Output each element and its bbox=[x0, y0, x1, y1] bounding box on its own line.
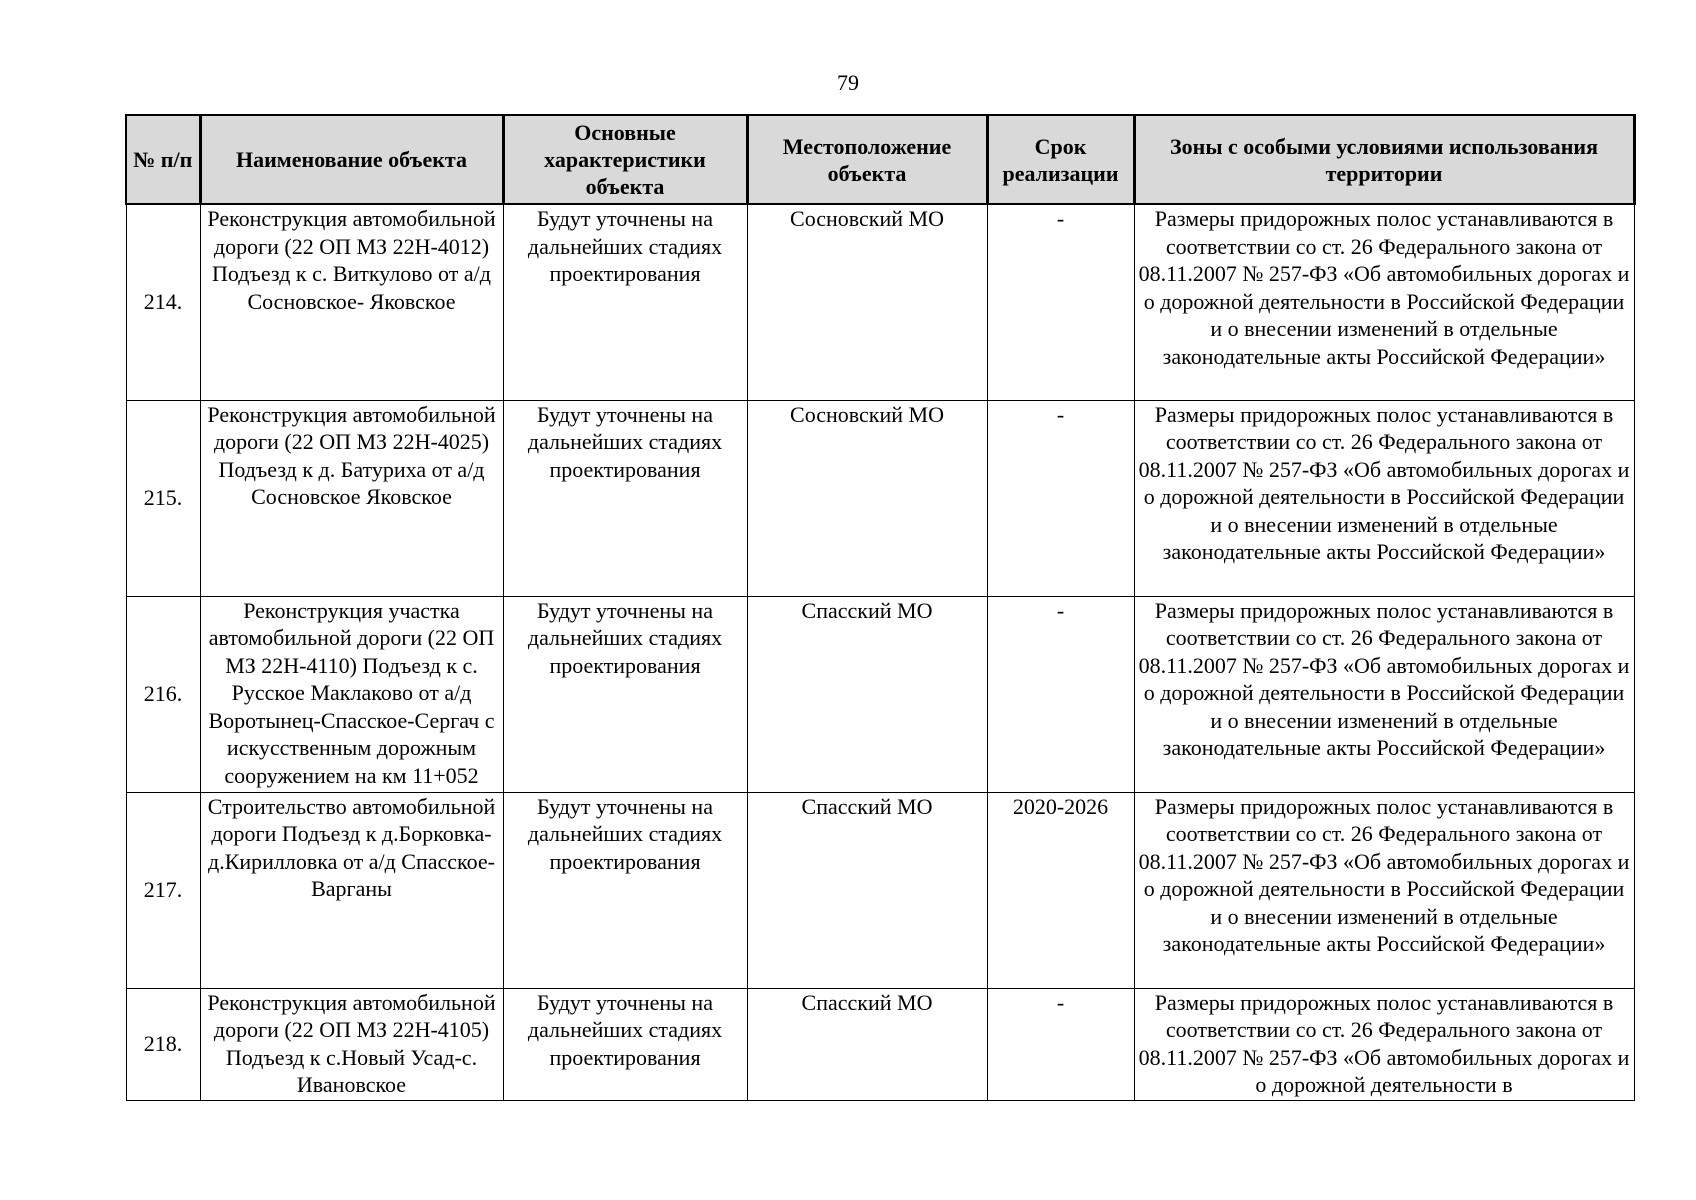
table-row bbox=[126, 792, 1634, 988]
characteristics-cell: Будут уточнены на дальнейших стадиях проектирования bbox=[503, 792, 747, 988]
table-row bbox=[126, 204, 1634, 400]
object-name-cell: Строительство автомобильной дороги Подъезд к д.Борковка-д.Кирилловка от а/д Спасское-Варганы bbox=[200, 792, 503, 988]
header-number: № п/п bbox=[126, 115, 200, 204]
header-zones: Зоны с особыми условиями использования территории bbox=[1134, 115, 1634, 204]
location-cell: Спасский МО bbox=[747, 596, 987, 792]
object-name-cell: Реконструкция автомобильной дороги (22 ОП МЗ 22Н-4025) Подъезд к д. Батуриха от а/д Сосновское Яковское bbox=[200, 400, 503, 596]
header-term: Срок реализации bbox=[987, 115, 1134, 204]
zones-cell: Размеры придорожных полос устанавливаются в соответствии со ст. 26 Федерального закона от 08.11.2007 № 257-ФЗ «Об автомобильных дорогах и о дорожной деятельности в Российской Федерации и о внесении изменений в отдельные законодательные акты Российской Федерации» bbox=[1134, 596, 1634, 792]
row-number: 214. bbox=[126, 204, 200, 400]
table-row bbox=[126, 400, 1634, 596]
term-cell: - bbox=[987, 400, 1134, 596]
term-cell: 2020-2026 bbox=[987, 792, 1134, 988]
objects-table bbox=[125, 114, 1636, 1101]
zones-cell: Размеры придорожных полос устанавливаются в соответствии со ст. 26 Федерального закона от 08.11.2007 № 257-ФЗ «Об автомобильных дорогах и о дорожной деятельности в bbox=[1134, 988, 1634, 1100]
characteristics-cell: Будут уточнены на дальнейших стадиях проектирования bbox=[503, 988, 747, 1100]
row-number: 215. bbox=[126, 400, 200, 596]
term-cell: - bbox=[987, 596, 1134, 792]
object-name-cell: Реконструкция автомобильной дороги (22 ОП МЗ 22Н-4012) Подъезд к с. Виткулово от а/д Сосновское- Яковское bbox=[200, 204, 503, 400]
zones-cell: Размеры придорожных полос устанавливаются в соответствии со ст. 26 Федерального закона от 08.11.2007 № 257-ФЗ «Об автомобильных дорогах и о дорожной деятельности в Российской Федерации и о внесении изменений в отдельные законодательные акты Российской Федерации» bbox=[1134, 792, 1634, 988]
table-row bbox=[126, 596, 1634, 792]
term-cell: - bbox=[987, 988, 1134, 1100]
header-characteristics: Основные характеристики объекта bbox=[503, 115, 747, 204]
location-cell: Спасский МО bbox=[747, 988, 987, 1100]
table-row bbox=[126, 988, 1634, 1100]
page-number: 79 bbox=[837, 70, 859, 95]
term-cell: - bbox=[987, 204, 1134, 400]
table-header-row bbox=[126, 115, 1634, 204]
characteristics-cell: Будут уточнены на дальнейших стадиях проектирования bbox=[503, 400, 747, 596]
object-name-cell: Реконструкция участка автомобильной дороги (22 ОП МЗ 22Н-4110) Подъезд к с. Русское Маклаково от а/д Воротынец-Спасское-Сергач с искусственным дорожным сооружением на км 11+052 bbox=[200, 596, 503, 792]
location-cell: Спасский МО bbox=[747, 792, 987, 988]
location-cell: Сосновский МО bbox=[747, 204, 987, 400]
header-location: Местоположение объекта bbox=[747, 115, 987, 204]
row-number: 216. bbox=[126, 596, 200, 792]
header-object-name: Наименование объекта bbox=[200, 115, 503, 204]
object-name-cell: Реконструкция автомобильной дороги (22 ОП МЗ 22Н-4105) Подъезд к с.Новый Усад-с. Ивановское bbox=[200, 988, 503, 1100]
zones-cell: Размеры придорожных полос устанавливаются в соответствии со ст. 26 Федерального закона от 08.11.2007 № 257-ФЗ «Об автомобильных дорогах и о дорожной деятельности в Российской Федерации и о внесении изменений в отдельные законодательные акты Российской Федерации» bbox=[1134, 204, 1634, 400]
characteristics-cell: Будут уточнены на дальнейших стадиях проектирования bbox=[503, 596, 747, 792]
characteristics-cell: Будут уточнены на дальнейших стадиях проектирования bbox=[503, 204, 747, 400]
zones-cell: Размеры придорожных полос устанавливаются в соответствии со ст. 26 Федерального закона от 08.11.2007 № 257-ФЗ «Об автомобильных дорогах и о дорожной деятельности в Российской Федерации и о внесении изменений в отдельные законодательные акты Российской Федерации» bbox=[1134, 400, 1634, 596]
row-number: 217. bbox=[126, 792, 200, 988]
row-number: 218. bbox=[126, 988, 200, 1100]
location-cell: Сосновский МО bbox=[747, 400, 987, 596]
